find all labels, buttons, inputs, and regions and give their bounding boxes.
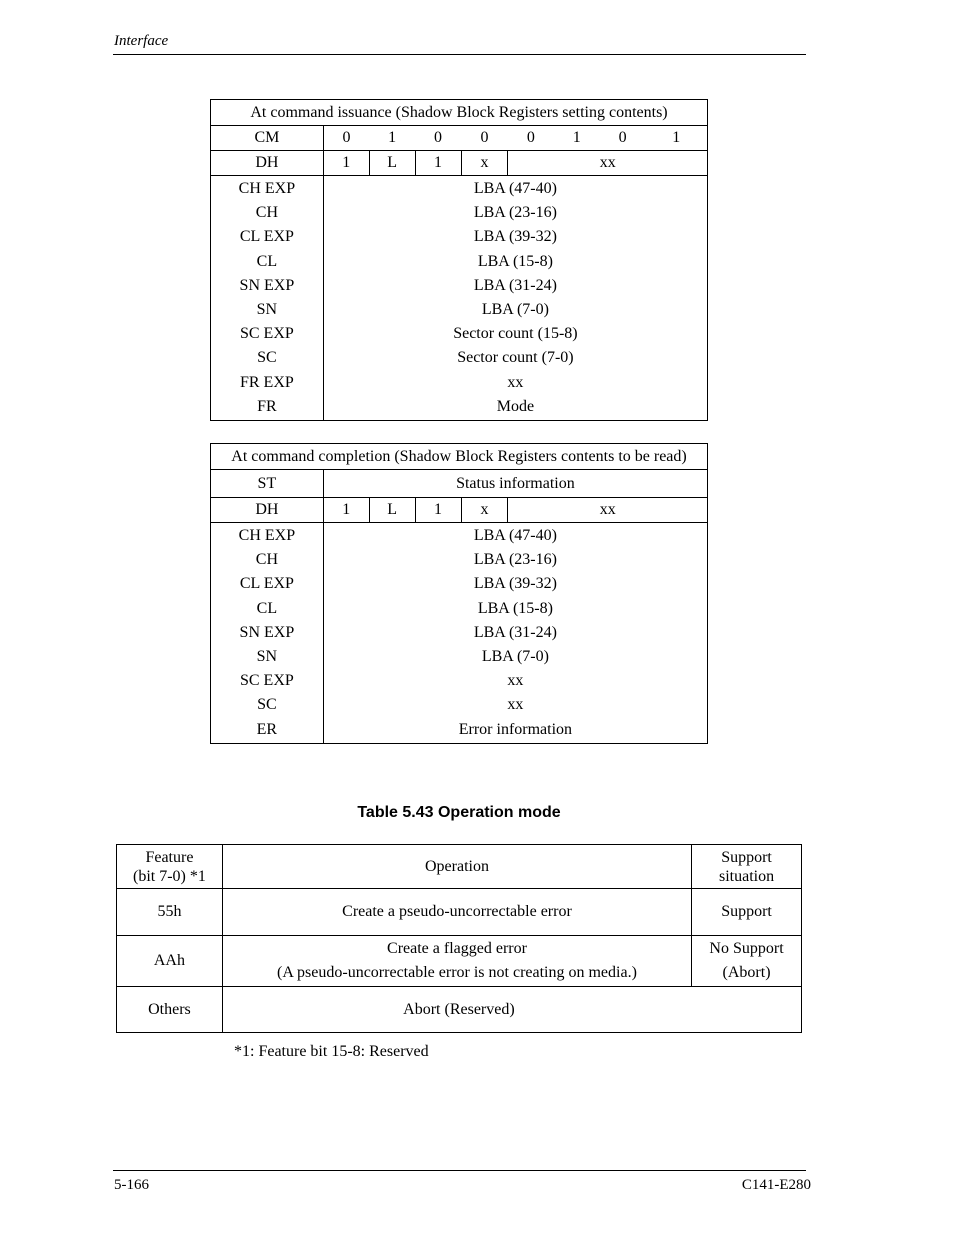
operation-cell xyxy=(222,936,691,987)
table-footnote: *1: Feature bit 15-8: Reserved xyxy=(234,1043,429,1060)
cm-bit: 1 xyxy=(646,126,708,151)
register-value: LBA (31-24) xyxy=(473,623,557,641)
register-label: CH EXP xyxy=(238,180,296,197)
page-number: 5-166 xyxy=(114,1177,149,1193)
dh-bit7: 1 xyxy=(323,498,369,523)
operation-header: Operation xyxy=(222,845,691,889)
register-value: LBA (7-0) xyxy=(481,301,549,319)
dh-bit5: 1 xyxy=(415,151,461,176)
st-label: ST xyxy=(211,470,324,498)
feature-header-line: (bit 7-0) *1 xyxy=(133,867,206,885)
issuance-title: At command issuance (Shadow Block Registers setting contents) xyxy=(211,100,708,126)
dh-label: DH xyxy=(211,151,324,176)
completion-register-table xyxy=(210,443,708,744)
register-value: Sector count (15-8) xyxy=(453,325,578,343)
feature-cell: Others xyxy=(117,987,223,1033)
support-header-line: Support xyxy=(721,848,772,866)
dh-bit5: 1 xyxy=(415,498,461,523)
table-row xyxy=(117,889,802,936)
cm-row xyxy=(211,126,708,151)
table-header-row xyxy=(117,845,802,889)
register-label: FR EXP xyxy=(239,373,294,391)
cm-bit: 1 xyxy=(554,126,600,151)
register-label: CH EXP xyxy=(238,527,296,544)
register-value: Sector count (7-0) xyxy=(457,349,574,367)
dh-bit4: x xyxy=(461,151,508,176)
support-header xyxy=(692,845,802,889)
operation-cell: Create a pseudo-uncorrectable error xyxy=(222,889,691,936)
cm-bit: 0 xyxy=(415,126,461,151)
feature-cell: AAh xyxy=(117,936,223,987)
issuance-register-labels xyxy=(211,176,324,421)
register-label: SC xyxy=(257,349,277,367)
feature-header xyxy=(117,845,223,889)
dh-bits-low: xx xyxy=(508,151,708,176)
register-value: LBA (7-0) xyxy=(481,648,549,666)
dh-row xyxy=(211,151,708,176)
feature-header-line: Feature xyxy=(145,848,194,866)
register-label: SC EXP xyxy=(239,325,294,343)
register-value: LBA (47-40) xyxy=(473,180,557,197)
completion-title: At command completion (Shadow Block Registers contents to be read) xyxy=(211,444,708,470)
table-caption: Table 5.43 Operation mode xyxy=(357,804,561,821)
cm-bit: 0 xyxy=(508,126,554,151)
table-row xyxy=(117,987,802,1033)
register-label: SN xyxy=(256,301,278,319)
dh-bit6: L xyxy=(369,151,415,176)
register-value: LBA (23-16) xyxy=(473,551,557,569)
support-cell: Support xyxy=(692,889,802,936)
dh-label: DH xyxy=(211,498,324,523)
register-label: CH xyxy=(255,204,278,222)
register-label: ER xyxy=(256,720,278,738)
register-value: LBA (15-8) xyxy=(477,252,553,270)
completion-register-values xyxy=(323,523,707,744)
register-label: SC xyxy=(257,696,277,714)
operation-mode-table xyxy=(116,844,802,1033)
register-label: CH xyxy=(255,551,278,569)
document-id: C141-E280 xyxy=(741,1177,811,1193)
running-header: Interface xyxy=(114,33,169,49)
dh-bit7: 1 xyxy=(323,151,369,176)
register-value: Mode xyxy=(496,397,535,415)
issuance-register-values xyxy=(323,176,707,421)
register-value: xx xyxy=(507,696,524,714)
completion-register-labels xyxy=(211,523,324,744)
register-value: xx xyxy=(507,672,524,690)
cm-bit: 1 xyxy=(369,126,415,151)
register-value: LBA (23-16) xyxy=(473,204,557,222)
register-value: LBA (31-24) xyxy=(473,276,557,294)
table-row xyxy=(117,936,802,987)
header-rule xyxy=(113,54,806,55)
register-label: CL xyxy=(256,252,278,270)
operation-cell: Abort (Reserved) xyxy=(222,987,801,1033)
support-header-line: situation xyxy=(718,867,775,885)
dh-bits-low: xx xyxy=(508,498,708,523)
footer-rule xyxy=(113,1170,806,1171)
dh-bit6: L xyxy=(369,498,415,523)
register-value: LBA (39-32) xyxy=(473,575,557,593)
dh-bit4: x xyxy=(461,498,508,523)
register-label: SC EXP xyxy=(239,672,294,690)
register-label: CL EXP xyxy=(239,228,294,246)
support-cell xyxy=(692,936,802,987)
register-label: CL EXP xyxy=(239,575,294,593)
cm-bit: 0 xyxy=(461,126,508,151)
dh-row xyxy=(211,498,708,523)
register-value: xx xyxy=(507,373,524,391)
issuance-register-table xyxy=(210,99,708,421)
operation-line: (A pseudo-uncorrectable error is not creating on media.) xyxy=(277,964,637,981)
register-label: FR xyxy=(257,397,277,415)
cm-bit: 0 xyxy=(600,126,646,151)
register-label: SN xyxy=(256,648,278,666)
register-label: SN EXP xyxy=(239,276,295,294)
register-label: CL xyxy=(256,599,278,617)
feature-cell: 55h xyxy=(117,889,223,936)
register-value: LBA (47-40) xyxy=(473,527,557,544)
support-line: No Support xyxy=(709,940,784,957)
cm-bit: 0 xyxy=(323,126,369,151)
register-label: SN EXP xyxy=(239,623,295,641)
operation-line: Create a flagged error xyxy=(387,940,527,957)
register-value: Error information xyxy=(458,720,573,738)
register-value: LBA (15-8) xyxy=(477,599,553,617)
support-line: (Abort) xyxy=(722,964,771,981)
st-row xyxy=(211,470,708,498)
cm-label: CM xyxy=(211,126,324,151)
st-value: Status information xyxy=(323,470,707,498)
register-value: LBA (39-32) xyxy=(473,228,557,246)
